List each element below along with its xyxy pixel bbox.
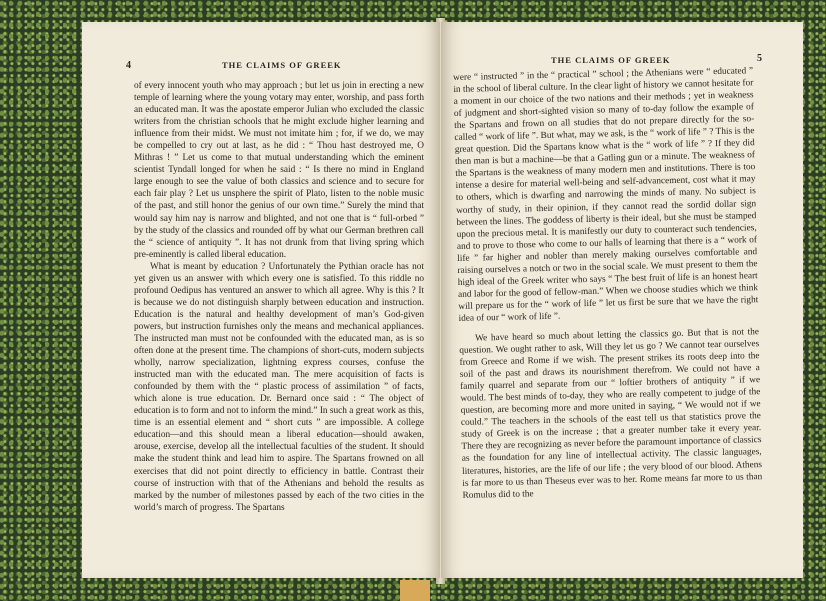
left-page [82,22,440,578]
page-body [453,65,763,501]
page-body [134,80,424,514]
binding-tab [400,580,430,601]
running-head: THE CLAIMS OF GREEK [222,60,342,70]
paragraph: We have heard so much about letting the classics go. But that is not the question. We ought rather to ask, Will they let us go ? We cannot tear ourselves from Greece and Rome if we wish. The present strikes its roots deep into the soil of the past and draws its nourishment therefrom. We could not have a family quarrel and separate from our “ loftier brothers of antiquity ” if we would. The best minds of to-day, they who are really competent to judge of the question, are becoming more and more united in saying, “ We would not if we could.” The teachers in the schools of the east tell us that statistics prove the study of Greek is on the increase ; that a greater number take it every year. There they are recognizing as never before the paramount importance of classics as the foundation for any line of intellectual activity. The classic languages, literatures, histories, are the life of our life ; the very blood of our blood. Athens is far more to us than Theseus ever was to her. Rome means far more to us than Romulus did to the [459,327,763,501]
paragraph: of every innocent youth who may approach ; but let us join in erecting a new temple of learning where the young votary may enter, worship, and pass forth an educated man. It was the apostate emperor Julian who excluded the classic writers from the christian schools that he might exclude higher learning and influence from their midst. We must not imitate him ; for, if we do, we may be compelled to cry out at last, as he did : “ Thou hast destroyed me, O Mithras ! ” Let us come to that mutual understanding which the eminent scientist Tyndall longed for when he said : “ Is there no mind in England large enough to see the value of both classics and science and to secure for each fair play ? Let us unsphere the spirit of Plato, listen to the noble music of the past, and still honor the genius of our own time.” Surely the mind that would say him nay is narrow and blighted, and not one that is “ full-orbed ” by the study of the classics and rounded off by what our German brethren call the “ science of antiquity ”. It has not drunk from that living spring which pre-eminently is called liberal education. [134,81,424,260]
paragraph: What is meant by education ? Unfortunately the Pythian oracle has not yet given us an answer with which every one is satisfied. To this riddle no profound Oedipus has ventured an answer to which all agree. Why is this ? It is because we do not distinguish sharply between education and instruction. Education is the natural and healthy development of man’s God-given powers, but instruction furnishes only the means and mechanical appliances. The instructed man must not be confounded with the educated man, as is so often done at the present time. The champions of short-cuts, modern subjects wholly, narrow specialization, lightning express courses, confuse the instructed man with the educated man. The mere acquisition of facts is confounded by them with the “ plastic process of assimilation ” of facts, which alone is true education. Dr. Bernard once said : “ The object of education is to form and not to inform the mind.” In such a great work as this, time is an essential element and “ short cuts ” are impossible. A college education—and this should mean a liberal education—should awaken, arouse, exercise, develop all the intellectual faculties of the student. It should make the student think and lead him to aspire. The Spartans frowned on all exercises that did not point directly to efficiency in battle. Contrast their course of instruction with that of the Athenians and behold the results as marked by the number of milestones passed by each of the two cities in the world’s march of progress. The Spartans [134,261,424,513]
right-page [441,22,803,578]
page-number: 4 [126,60,132,71]
paragraph: were “ instructed ” in the “ practical ” school ; the Athenians were “ educated ” in the school of liberal culture. In the clear light of history we cannot hesitate for a moment in our choice of the two nations and their methods ; yet in weakness of judgment and short-sighted vision so many of to-day follow the example of the Spartans and frown on all studies that do not prepare directly for the so-called “ work of life ”. But what, may we ask, is the “ work of life ” ? This is the great question. Did the Spartans know what is the “ work of life ” ? If they did then man is but a machine—be that a Gatling gun or a minute. The weakness of the Spartans is the weakness of many modern men and institutions. There is too intense a desire for material well-being and self-advancement, cost what it may to others, which is dwarfing and narrowing the minds of many. No subject is worthy of study, in their opinion, if they cannot read the sordid dollar sign between the lines. The goddess of liberty is their ideal, but she must be stamped upon the precious metal. It is manifestly our duty to counteract such tendencies, and to prove to those who come to our halls of learning that there is a “ work of life ” far higher and nobler than merely making ourselves comfortable and raising ourselves a notch or two in the social scale. We must present to them the high ideal of the Greek writer who says “ The best fruit of life is an honest heart and labor for the good of fellow-man.” When we choose studies which we think will prepare us for the “ work of life ” let us first be sure that we have the right idea of our “ work of life ”. [453,66,759,324]
running-head: THE CLAIMS OF GREEK [551,55,671,65]
page-number: 5 [757,53,763,64]
